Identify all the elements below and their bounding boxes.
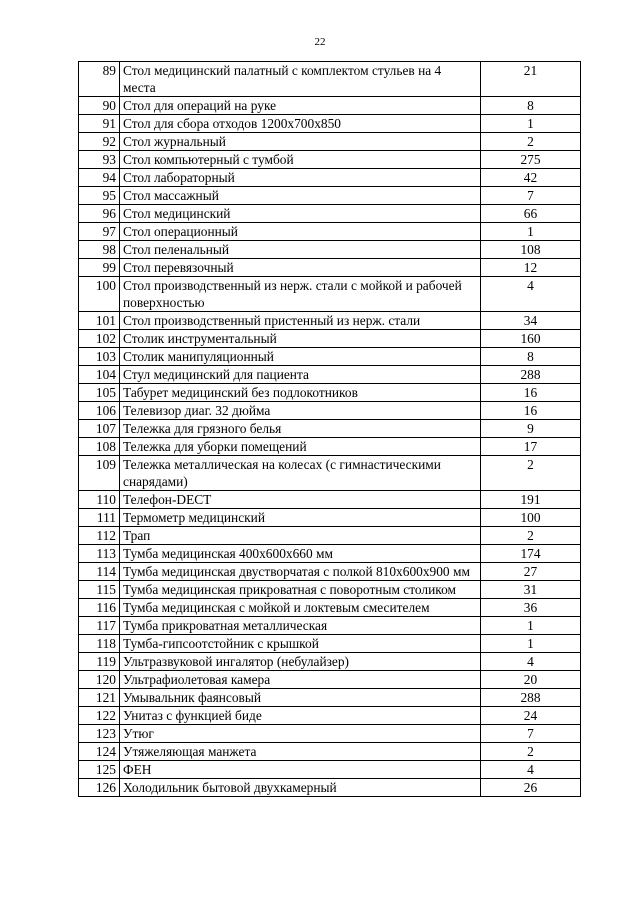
item-name: Тумба медицинская с мойкой и локтевым смесителем [120,599,481,617]
item-quantity: 4 [481,761,581,779]
table-row [79,115,581,133]
table-row [79,653,581,671]
table-row [79,545,581,563]
table-row [79,366,581,384]
table-row [79,761,581,779]
item-name: Стол операционный [120,223,481,241]
item-quantity: 16 [481,384,581,402]
row-number: 101 [79,312,120,330]
item-name: Стол пеленальный [120,241,481,259]
row-number: 119 [79,653,120,671]
item-quantity: 2 [481,133,581,151]
table-row [79,491,581,509]
item-quantity: 191 [481,491,581,509]
row-number: 100 [79,277,120,312]
equipment-table-body [79,62,581,797]
table-row [79,420,581,438]
table-row [79,438,581,456]
item-name: Тумба-гипсоотстойник с крышкой [120,635,481,653]
table-row [79,581,581,599]
item-quantity: 24 [481,707,581,725]
item-name: Унитаз с функцией биде [120,707,481,725]
row-number: 105 [79,384,120,402]
page-number: 22 [314,36,326,48]
item-quantity: 27 [481,563,581,581]
item-quantity: 1 [481,223,581,241]
item-quantity: 42 [481,169,581,187]
row-number: 115 [79,581,120,599]
item-name: Тумба медицинская 400х600х660 мм [120,545,481,563]
item-name: Табурет медицинский без подлокотников [120,384,481,402]
item-name: ФЕН [120,761,481,779]
item-quantity: 2 [481,527,581,545]
item-name: Стол производственный пристенный из нерж. стали [120,312,481,330]
item-name: Холодильник бытовой двухкамерный [120,779,481,797]
item-quantity: 1 [481,635,581,653]
row-number: 99 [79,259,120,277]
row-number: 94 [79,169,120,187]
item-quantity: 108 [481,241,581,259]
table-row [79,205,581,223]
table-row [79,599,581,617]
item-quantity: 26 [481,779,581,797]
row-number: 126 [79,779,120,797]
row-number: 96 [79,205,120,223]
item-name: Стол для сбора отходов 1200х700х850 [120,115,481,133]
item-quantity: 174 [481,545,581,563]
item-name: Тележка для грязного белья [120,420,481,438]
item-name: Стол компьютерный с тумбой [120,151,481,169]
item-quantity: 36 [481,599,581,617]
item-quantity: 66 [481,205,581,223]
table-row [79,725,581,743]
item-quantity: 1 [481,115,581,133]
row-number: 125 [79,761,120,779]
item-quantity: 8 [481,97,581,115]
item-name: Умывальник фаянсовый [120,689,481,707]
item-quantity: 31 [481,581,581,599]
table-row [79,456,581,491]
table-row [79,671,581,689]
item-quantity: 9 [481,420,581,438]
item-quantity: 7 [481,187,581,205]
item-quantity: 2 [481,456,581,491]
row-number: 103 [79,348,120,366]
row-number: 110 [79,491,120,509]
item-name: Стол массажный [120,187,481,205]
item-name: Телефон-DECT [120,491,481,509]
item-name: Стол производственный из нерж. стали с мойкой и рабочей поверхностью [120,277,481,312]
table-row [79,97,581,115]
item-name: Тележка металлическая на колесах (с гимнастическими снарядами) [120,456,481,491]
table-row [79,779,581,797]
row-number: 97 [79,223,120,241]
item-name: Столик инструментальный [120,330,481,348]
item-name: Ультразвуковой ингалятор (небулайзер) [120,653,481,671]
item-quantity: 275 [481,151,581,169]
table-row [79,402,581,420]
item-name: Столик манипуляционный [120,348,481,366]
row-number: 102 [79,330,120,348]
item-quantity: 4 [481,653,581,671]
row-number: 124 [79,743,120,761]
table-row [79,133,581,151]
row-number: 113 [79,545,120,563]
table-row [79,259,581,277]
row-number: 121 [79,689,120,707]
item-quantity: 12 [481,259,581,277]
row-number: 123 [79,725,120,743]
table-row [79,62,581,97]
row-number: 122 [79,707,120,725]
row-number: 90 [79,97,120,115]
item-name: Тележка для уборки помещений [120,438,481,456]
item-quantity: 17 [481,438,581,456]
item-name: Стол для операций на руке [120,97,481,115]
row-number: 112 [79,527,120,545]
item-name: Стол медицинский [120,205,481,223]
table-row [79,187,581,205]
row-number: 89 [79,62,120,97]
item-quantity: 2 [481,743,581,761]
table-row [79,330,581,348]
table-row [79,527,581,545]
table-row [79,635,581,653]
item-name: Термометр медицинский [120,509,481,527]
row-number: 104 [79,366,120,384]
item-quantity: 160 [481,330,581,348]
item-quantity: 8 [481,348,581,366]
item-name: Стол журнальный [120,133,481,151]
table-row [79,241,581,259]
table-row [79,348,581,366]
item-name: Трап [120,527,481,545]
item-quantity: 16 [481,402,581,420]
row-number: 111 [79,509,120,527]
row-number: 116 [79,599,120,617]
row-number: 108 [79,438,120,456]
item-name: Стол медицинский палатный с комплектом стульев на 4 места [120,62,481,97]
item-quantity: 1 [481,617,581,635]
item-name: Тумба прикроватная металлическая [120,617,481,635]
table-row [79,384,581,402]
row-number: 93 [79,151,120,169]
table-row [79,223,581,241]
item-name: Телевизор диаг. 32 дюйма [120,402,481,420]
table-row [79,689,581,707]
item-name: Утюг [120,725,481,743]
item-quantity: 7 [481,725,581,743]
row-number: 106 [79,402,120,420]
row-number: 92 [79,133,120,151]
row-number: 109 [79,456,120,491]
row-number: 117 [79,617,120,635]
item-name: Тумба медицинская двустворчатая с полкой 810х600х900 мм [120,563,481,581]
item-name: Тумба медицинская прикроватная с поворотным столиком [120,581,481,599]
table-row [79,169,581,187]
table-row [79,312,581,330]
table-row [79,617,581,635]
item-name: Ультрафиолетовая камера [120,671,481,689]
row-number: 114 [79,563,120,581]
item-name: Стол перевязочный [120,259,481,277]
item-quantity: 4 [481,277,581,312]
item-name: Стол лабораторный [120,169,481,187]
item-quantity: 100 [481,509,581,527]
row-number: 98 [79,241,120,259]
table-row [79,151,581,169]
table-row [79,509,581,527]
item-quantity: 288 [481,366,581,384]
table-row [79,743,581,761]
item-quantity: 34 [481,312,581,330]
row-number: 107 [79,420,120,438]
item-name: Утяжеляющая манжета [120,743,481,761]
row-number: 95 [79,187,120,205]
row-number: 91 [79,115,120,133]
item-name: Стул медицинский для пациента [120,366,481,384]
equipment-table [78,61,581,797]
item-quantity: 288 [481,689,581,707]
table-row [79,563,581,581]
row-number: 120 [79,671,120,689]
table-row [79,707,581,725]
table-row [79,277,581,312]
row-number: 118 [79,635,120,653]
item-quantity: 21 [481,62,581,97]
item-quantity: 20 [481,671,581,689]
